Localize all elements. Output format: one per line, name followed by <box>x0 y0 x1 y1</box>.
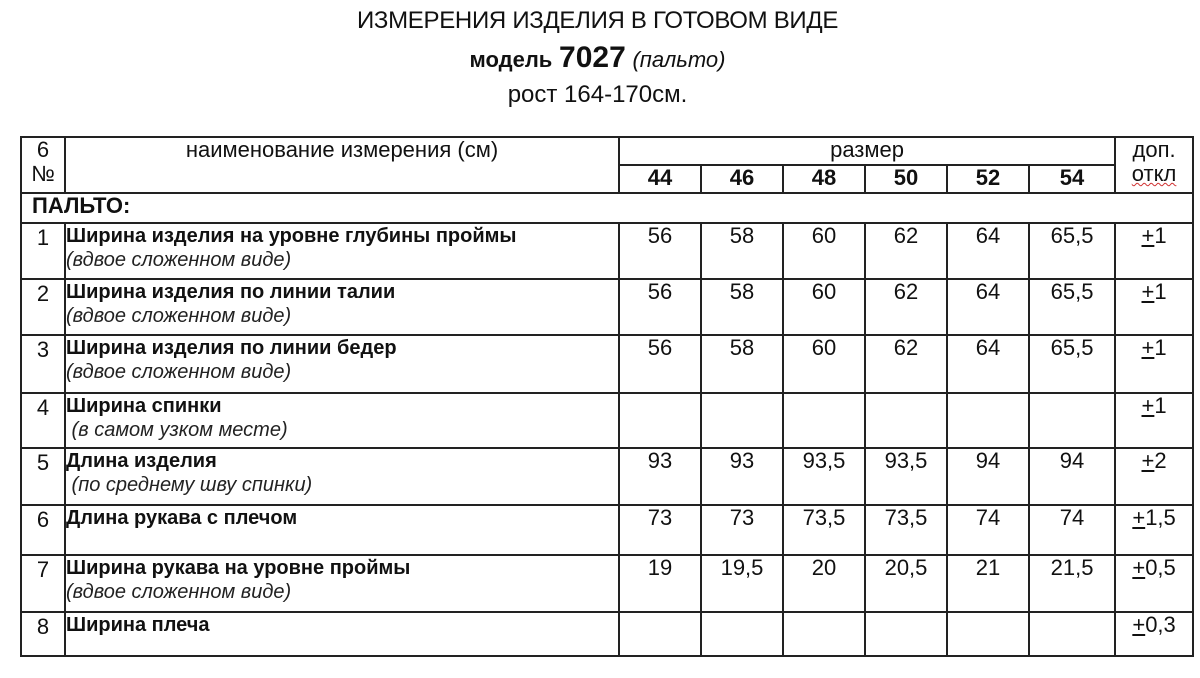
size-54: 54 <box>1029 165 1115 193</box>
size-48: 48 <box>783 165 865 193</box>
tolerance-cell <box>1115 279 1193 335</box>
tolerance-value: 1 <box>1154 393 1167 418</box>
size-52: 52 <box>947 165 1029 193</box>
tolerance-cell <box>1115 612 1193 656</box>
row-number: 5 <box>21 448 65 505</box>
header-row-1 <box>21 137 1193 165</box>
value-size-44 <box>619 393 701 448</box>
value-size-44: 56 <box>619 223 701 279</box>
value-size-50: 62 <box>865 279 947 335</box>
header-size: размер <box>619 137 1115 165</box>
value-size-52: 64 <box>947 223 1029 279</box>
value-size-50 <box>865 393 947 448</box>
row-number: 2 <box>21 279 65 335</box>
value-size-46: 58 <box>701 279 783 335</box>
size-46: 46 <box>701 165 783 193</box>
tolerance-sign: + <box>1141 393 1155 418</box>
tolerance-sign: + <box>1132 505 1146 530</box>
value-size-54: 65,5 <box>1029 279 1115 335</box>
measurement-note: (в самом узком месте) <box>66 419 288 441</box>
value-size-52 <box>947 612 1029 656</box>
header-num-line2: № <box>31 161 55 186</box>
measurement-name-cell <box>65 223 619 279</box>
row-number: 6 <box>21 505 65 555</box>
header-num-cell <box>21 137 65 193</box>
value-size-54 <box>1029 612 1115 656</box>
measurement-note: (вдвое сложенном виде) <box>66 361 292 383</box>
measurement-name-cell <box>65 555 619 612</box>
value-size-52: 94 <box>947 448 1029 505</box>
value-size-44: 56 <box>619 279 701 335</box>
measurement-name: Ширина изделия по линии талии <box>66 281 396 303</box>
tolerance-cell <box>1115 555 1193 612</box>
table-row <box>21 393 1193 448</box>
tolerance-value: 0,3 <box>1145 612 1176 637</box>
measurement-name-cell <box>65 612 619 656</box>
measurement-note: (вдвое сложенном виде) <box>66 249 292 271</box>
row-number: 3 <box>21 335 65 393</box>
measurement-name: Ширина изделия на уровне глубины проймы <box>66 225 517 247</box>
tolerance-sign: + <box>1141 335 1155 360</box>
measurement-name: Длина рукава с плечом <box>66 507 298 529</box>
document-title: ИЗМЕРЕНИЯ ИЗДЕЛИЯ В ГОТОВОМ ВИДЕ <box>356 7 839 34</box>
table-row <box>21 279 1193 335</box>
value-size-46: 73 <box>701 505 783 555</box>
size-50: 50 <box>865 165 947 193</box>
tolerance-value: 1,5 <box>1145 505 1176 530</box>
value-size-52: 64 <box>947 279 1029 335</box>
model-line <box>0 40 1195 78</box>
value-size-50 <box>865 612 947 656</box>
tolerance-value: 1 <box>1154 279 1167 304</box>
tolerance-sign: + <box>1132 612 1146 637</box>
value-size-50: 73,5 <box>865 505 947 555</box>
value-size-50: 62 <box>865 335 947 393</box>
value-size-54: 94 <box>1029 448 1115 505</box>
value-size-48: 73,5 <box>783 505 865 555</box>
size-44: 44 <box>619 165 701 193</box>
value-size-48 <box>783 612 865 656</box>
value-size-46: 58 <box>701 335 783 393</box>
table-row <box>21 448 1193 505</box>
measurement-name: Ширина спинки <box>66 395 222 417</box>
tolerance-sign: + <box>1141 448 1155 473</box>
measurement-note: (по среднему шву спинки) <box>66 474 313 496</box>
measurements-table <box>20 136 1194 657</box>
height-range: рост 164-170см. <box>507 81 688 108</box>
row-number: 8 <box>21 612 65 656</box>
value-size-46 <box>701 393 783 448</box>
value-size-52: 64 <box>947 335 1029 393</box>
section-row <box>21 193 1193 223</box>
measurement-name: Длина изделия <box>66 450 217 472</box>
tolerance-cell <box>1115 448 1193 505</box>
value-size-48 <box>783 393 865 448</box>
row-number: 4 <box>21 393 65 448</box>
measurement-name-cell <box>65 279 619 335</box>
value-size-54 <box>1029 393 1115 448</box>
value-size-54: 74 <box>1029 505 1115 555</box>
value-size-44: 93 <box>619 448 701 505</box>
value-size-50: 62 <box>865 223 947 279</box>
value-size-50: 93,5 <box>865 448 947 505</box>
measurement-name: Ширина рукава на уровне проймы <box>66 557 411 579</box>
header-num-line1: 6 <box>36 137 50 162</box>
tolerance-cell <box>1115 223 1193 279</box>
row-number: 7 <box>21 555 65 612</box>
header-name: наименование измерения (см) <box>65 137 619 193</box>
value-size-48: 60 <box>783 279 865 335</box>
row-number: 1 <box>21 223 65 279</box>
header-tol-line2: откл <box>1131 161 1177 186</box>
value-size-48: 60 <box>783 223 865 279</box>
value-size-46: 93 <box>701 448 783 505</box>
value-size-52: 74 <box>947 505 1029 555</box>
model-number: 7027 <box>559 41 626 74</box>
measurement-name: Ширина плеча <box>66 614 210 636</box>
table-row <box>21 555 1193 612</box>
value-size-46 <box>701 612 783 656</box>
measurement-note: (вдвое сложенном виде) <box>66 581 292 603</box>
value-size-54: 65,5 <box>1029 223 1115 279</box>
value-size-54: 65,5 <box>1029 335 1115 393</box>
value-size-44: 19 <box>619 555 701 612</box>
tolerance-sign: + <box>1141 223 1155 248</box>
value-size-44 <box>619 612 701 656</box>
value-size-52: 21 <box>947 555 1029 612</box>
value-size-46: 58 <box>701 223 783 279</box>
value-size-54: 21,5 <box>1029 555 1115 612</box>
value-size-48: 20 <box>783 555 865 612</box>
table-row <box>21 223 1193 279</box>
measurement-name-cell <box>65 335 619 393</box>
value-size-44: 56 <box>619 335 701 393</box>
model-label: модель <box>469 47 553 72</box>
value-size-44: 73 <box>619 505 701 555</box>
measurement-name-cell <box>65 505 619 555</box>
tolerance-sign: + <box>1141 279 1155 304</box>
tolerance-value: 0,5 <box>1145 555 1176 580</box>
value-size-48: 93,5 <box>783 448 865 505</box>
model-type: (пальто) <box>632 47 726 72</box>
tolerance-value: 1 <box>1154 335 1167 360</box>
tolerance-cell <box>1115 505 1193 555</box>
table-row <box>21 505 1193 555</box>
header-tol-cell <box>1115 137 1193 193</box>
measurement-note: (вдвое сложенном виде) <box>66 305 292 327</box>
measurement-name-cell <box>65 393 619 448</box>
measurement-name-cell <box>65 448 619 505</box>
tolerance-cell <box>1115 393 1193 448</box>
header-tol-line1: доп. <box>1132 137 1176 162</box>
value-size-50: 20,5 <box>865 555 947 612</box>
measurement-name: Ширина изделия по линии бедер <box>66 337 397 359</box>
value-size-46: 19,5 <box>701 555 783 612</box>
tolerance-value: 1 <box>1154 223 1167 248</box>
value-size-48: 60 <box>783 335 865 393</box>
table-row <box>21 335 1193 393</box>
tolerance-value: 2 <box>1154 448 1167 473</box>
table-row <box>21 612 1193 656</box>
tolerance-cell <box>1115 335 1193 393</box>
section-label: ПАЛЬТО: <box>21 193 1193 223</box>
tolerance-sign: + <box>1132 555 1146 580</box>
value-size-52 <box>947 393 1029 448</box>
